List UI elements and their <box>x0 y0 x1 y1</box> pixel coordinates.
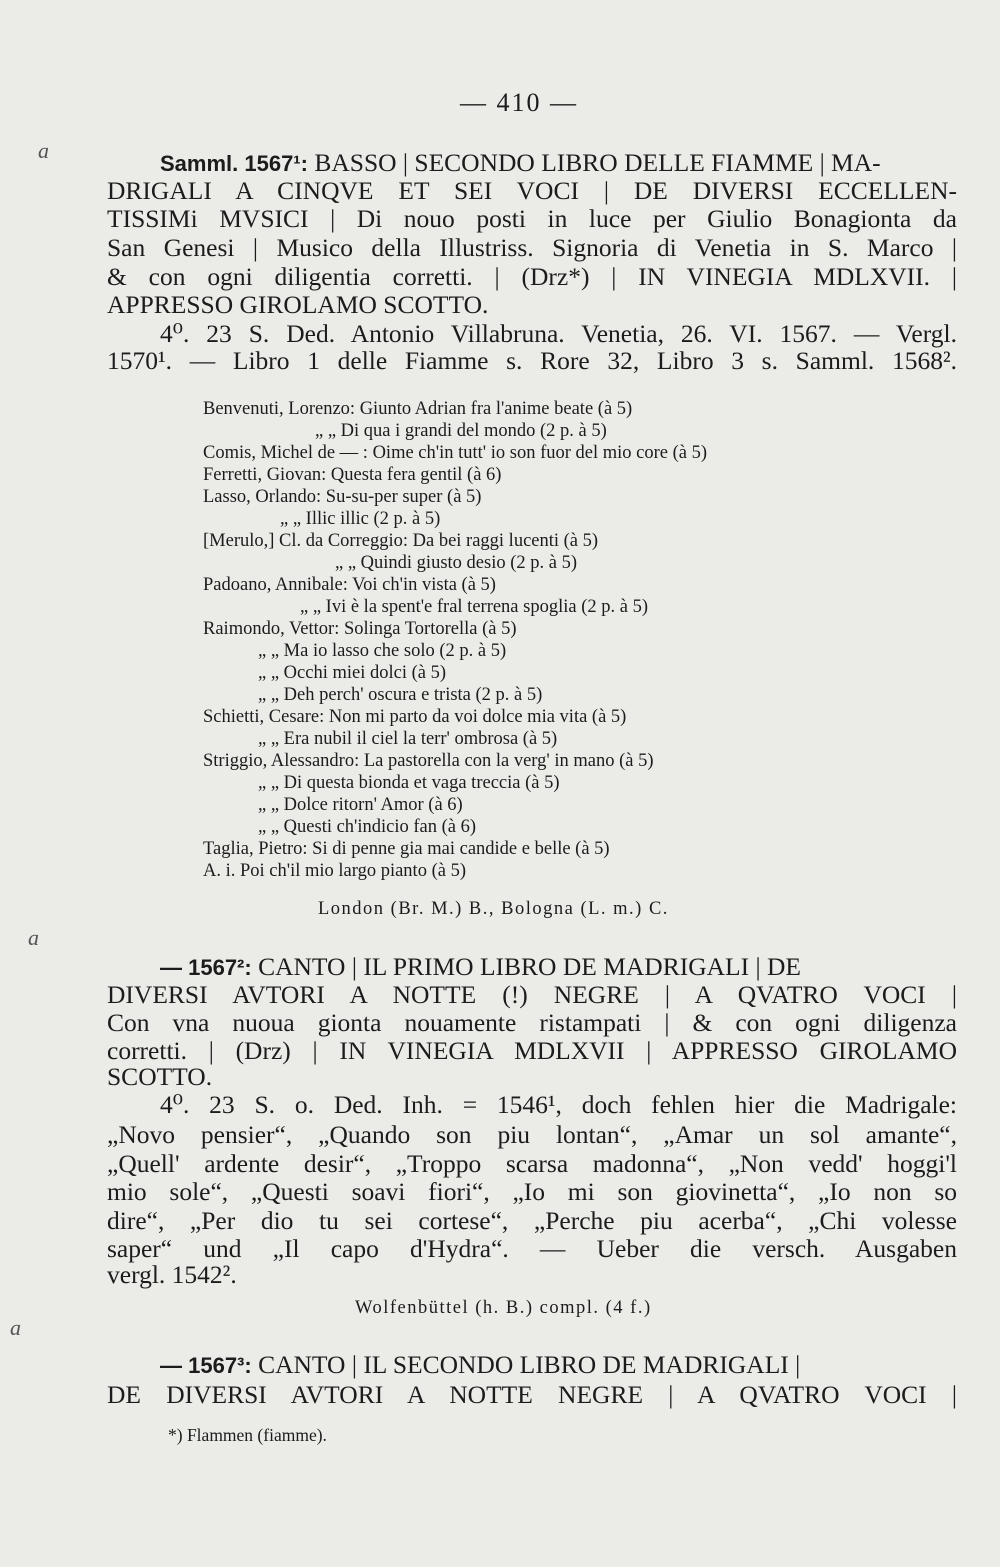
footnote: *) Flammen (fiamme). <box>168 1425 327 1445</box>
contents-item: „ „ Di questa bionda et vaga treccia (à 5) <box>258 773 560 793</box>
entry-line: 4⁰. 23 S. Ded. Antonio Villabruna. Venetia, 26. VI. 1567. — Vergl. <box>160 319 957 348</box>
entry-line: DIVERSI AVTORI A NOTTE (!) NEGRE | A QVATRO VOCI | <box>107 980 957 1009</box>
contents-item: „ „ Dolce ritorn' Amor (à 6) <box>258 795 463 815</box>
entry-line: 1570¹. — Libro 1 delle Fiamme s. Rore 32, Libro 3 s. Samml. 1568². <box>107 346 957 375</box>
entry-line: vergl. 1542². <box>107 1260 237 1289</box>
entry-label: — 1567³: CANTO | IL SECONDO LIBRO DE MADRIGALI | <box>160 1350 801 1379</box>
entry-line: TISSIMi MVSICI | Di nouo posti in luce per Giulio Bonagionta da <box>107 204 957 233</box>
contents-item: Schietti, Cesare: Non mi parto da voi dolce mia vita (à 5) <box>203 707 627 727</box>
entry-line: APPRESSO GIROLAMO SCOTTO. <box>107 290 489 319</box>
contents-item: „ „ Deh perch' oscura e trista (2 p. à 5) <box>258 685 543 705</box>
contents-item: A. i. Poi ch'il mio largo pianto (à 5) <box>203 861 466 881</box>
margin-note: a <box>38 138 49 163</box>
entry-line: DE DIVERSI AVTORI A NOTTE NEGRE | A QVATRO VOCI | <box>107 1380 957 1409</box>
contents-item: Lasso, Orlando: Su-su-per super (à 5) <box>203 487 482 507</box>
contents-item: „ „ Ma io lasso che solo (2 p. à 5) <box>258 641 507 661</box>
contents-item: „ „ Di qua i grandi del mondo (2 p. à 5) <box>315 421 607 441</box>
entry-line: corretti. | (Drz) | IN VINEGIA MDLXVII | APPRESSO GIROLAMO <box>107 1036 957 1065</box>
contents-item: [Merulo,] Cl. da Correggio: Da bei raggi lucenti (à 5) <box>203 531 599 551</box>
library-holdings: Wolfenbüttel (h. B.) compl. (4 f.) <box>355 1298 652 1318</box>
entry-line: SCOTTO. <box>107 1062 213 1091</box>
contents-item: „ „ Quindi giusto desio (2 p. à 5) <box>335 553 577 573</box>
contents-item: Benvenuti, Lorenzo: Giunto Adrian fra l'anime beate (à 5) <box>203 399 633 419</box>
entry-line: dire“, „Per dio tu sei cortese“, „Perche piu acerba“, „Chi volesse <box>107 1206 957 1235</box>
entry-line: „Quell' ardente desir“, „Troppo scarsa madonna“, „Non vedd' hoggi'l <box>107 1149 957 1178</box>
entry-line: „Novo pensier“, „Quando son piu lontan“, „Amar un sol amante“, <box>107 1120 957 1149</box>
contents-item: „ „ Ivi è la spent'e fral terrena spoglia (2 p. à 5) <box>300 597 648 617</box>
entry-line: saper“ und „Il capo d'Hydra“. — Ueber die versch. Ausgaben <box>107 1234 957 1263</box>
contents-item: „ „ Illic illic (2 p. à 5) <box>280 509 441 529</box>
entry-line: Con vna nuoua gionta nouamente ristampati | & con ogni diligenza <box>107 1008 957 1037</box>
page-number: — 410 — <box>460 88 578 117</box>
library-holdings: London (Br. M.) B., Bologna (L. m.) C. <box>318 899 669 919</box>
entry-line: & con ogni diligentia corretti. | (Drz*) | IN VINEGIA MDLXVII. | <box>107 262 957 291</box>
entry-label: — 1567²: CANTO | IL PRIMO LIBRO DE MADRIGALI | DE <box>160 952 801 981</box>
contents-item: Ferretti, Giovan: Questa fera gentil (à 6) <box>203 465 502 485</box>
contents-item: Comis, Michel de — : Oime ch'in tutt' io son fuor del mio core (à 5) <box>203 443 708 463</box>
contents-item: „ „ Questi ch'indicio fan (à 6) <box>258 817 477 837</box>
entry-line: 4⁰. 23 S. o. Ded. Inh. = 1546¹, doch fehlen hier die Madrigale: <box>160 1090 957 1119</box>
contents-item: Raimondo, Vettor: Solinga Tortorella (à 5) <box>203 619 517 639</box>
contents-item: Padoano, Annibale: Voi ch'in vista (à 5) <box>203 575 496 595</box>
contents-item: „ „ Era nubil il ciel la terr' ombrosa (à 5) <box>258 729 558 749</box>
margin-note: a <box>10 1315 21 1340</box>
contents-item: „ „ Occhi miei dolci (à 5) <box>258 663 446 683</box>
entry-line: San Genesi | Musico della Illustriss. Signoria di Venetia in S. Marco | <box>107 233 957 262</box>
contents-item: Striggio, Alessandro: La pastorella con la verg' in mano (à 5) <box>203 751 654 771</box>
entry-line: DRIGALI A CINQVE ET SEI VOCI | DE DIVERSI ECCELLEN- <box>107 176 957 205</box>
entry-label: Samml. 1567¹: BASSO | SECONDO LIBRO DELLE FIAMME | MA- <box>160 148 881 177</box>
margin-note: a <box>28 925 39 950</box>
entry-line: mio sole“, „Questi soavi fiori“, „Io mi son giovinetta“, „Io non so <box>107 1177 957 1206</box>
contents-item: Taglia, Pietro: Si di penne gia mai candide e belle (à 5) <box>203 839 610 859</box>
